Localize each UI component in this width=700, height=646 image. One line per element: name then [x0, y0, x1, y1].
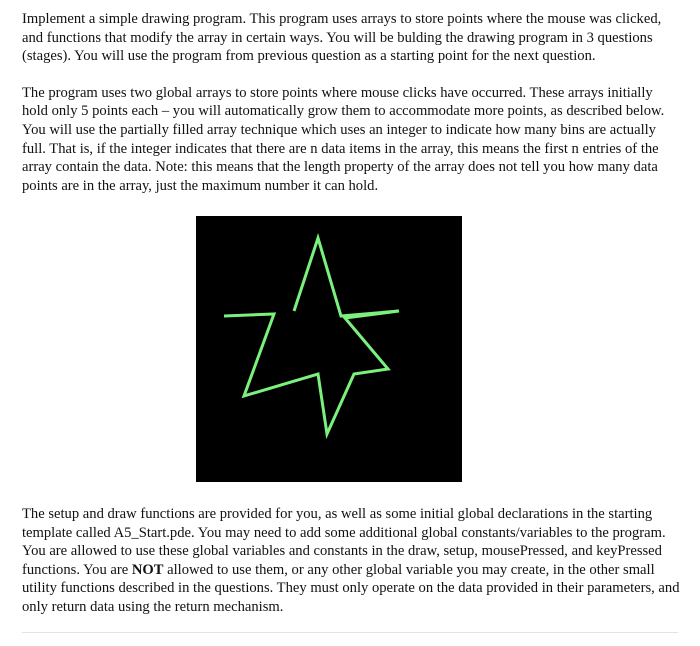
setup-paragraph: [22, 505, 682, 617]
setup-text-start: The setup and draw functions are provided for you, as well as some initial global declarations in the starting template called A5_Start.pde. You may need to add some additional global constants/variables to the program. You are allowed to use these global variables and constants in the draw, setup, mousePressed, and keyPressed functions. You are: [22, 506, 666, 578]
bottom-divider: [22, 632, 678, 633]
canvas-background: [196, 216, 462, 482]
setup-text-end: allowed to use them, or any other global variable you may create, in the other small utility functions described in the questions. They must only operate on the data provided in their parameters, and only return data using the return mechanism.: [22, 561, 680, 615]
star-drawing-canvas: [196, 216, 462, 482]
arrays-paragraph: The program uses two global arrays to store points where mouse clicks have occurred. These arrays initially hold only 5 points each – you will automatically grow them to accommodate more points, as described below. You will use the partially filled array technique which uses an integer to indicate how many bins are actually full. That is, if the integer indicates that there are n data items in the array, this means the first n entries of the array contain the data. Note: this means that the length property of the array does not tell you how many data points are in the array, just the maximum number it can hold.: [22, 84, 665, 194]
intro-paragraph: Implement a simple drawing program. This program uses arrays to store points where the mouse was clicked, and functions that modify the array in certain ways. You will be bulding the drawing program in 3 questions (stages). You will use the program from previous question as a starting point for the next question.: [22, 11, 662, 65]
setup-text-bold: NOT: [131, 561, 164, 578]
star-drawing-figure: [196, 216, 462, 482]
document-body: [22, 10, 682, 195]
